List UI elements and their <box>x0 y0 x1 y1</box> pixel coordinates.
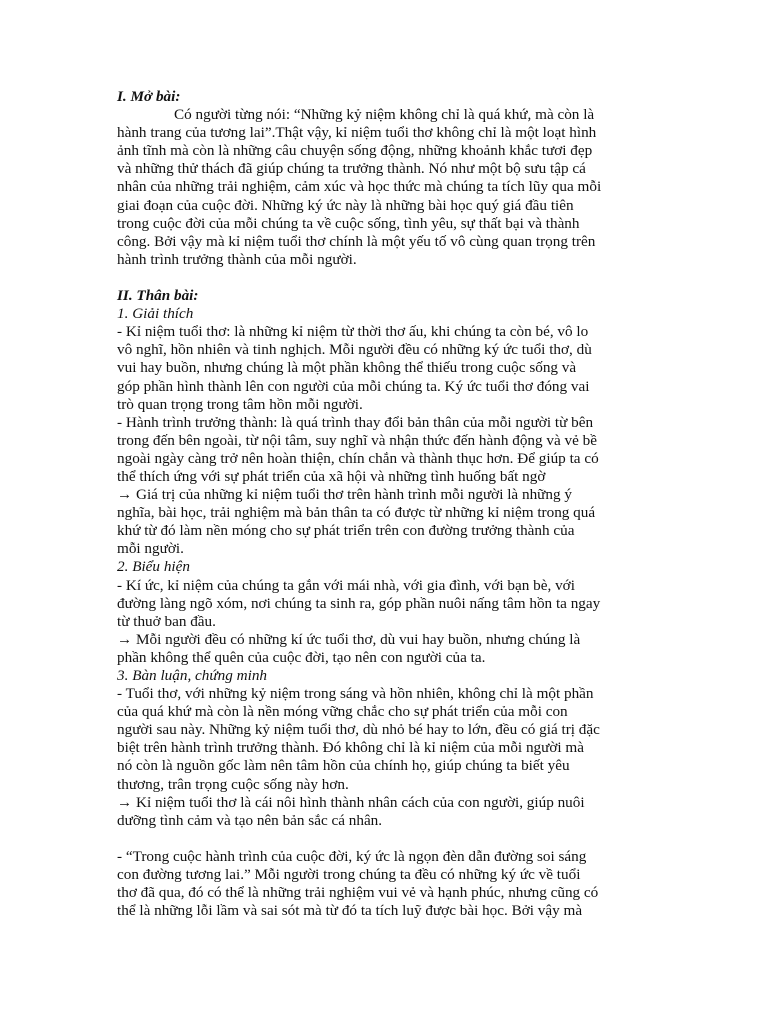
section-title-discussion: 3. Bàn luận, chứng minh <box>117 667 268 684</box>
document-page <box>117 88 647 920</box>
paragraph-memory-conclusion: → Mỗi người đều có những kí ức tuổi thơ, dù vui hay buồn, nhưng chúng là phần không thể quên của cuộc đời, tạo nên con người của ta. <box>117 630 581 666</box>
paragraph-childhood-memories: - Kỉ niệm tuổi thơ: là những kỉ niệm từ thời thơ ấu, khi chúng ta còn bé, vô lo vô nghĩ, hồn nhiên và tinh nghịch. Mỗi người đều có những ký ức tuổi thơ, dù vui hay buồn, nhưng chúng là một phần không thể thiếu trong cuộc sống và góp phần hình thành lên con người của mỗi chúng ta. Ký ức tuổi thơ đóng vai trò quan trọng trong tâm hồn mỗi người. <box>117 323 592 413</box>
body-heading: II. Thân bài: <box>117 287 199 305</box>
intro-heading: I. Mở bài: <box>117 88 181 105</box>
spacer <box>117 269 647 287</box>
paragraph-memory-home: - Kí ức, kỉ niệm của chúng ta gắn với mái nhà, với gia đình, với bạn bè, với đường làng ngõ xóm, nơi chúng ta sinh ra, góp phần nuôi nấng tâm hồn ta ngay từ thuở ban đầu. <box>117 576 601 630</box>
section-title-explanation: 1. Giải thích <box>117 305 194 323</box>
paragraph-memory-lamp-quote: - “Trong cuộc hành trình của cuộc đời, ký ức là ngọn đèn dẫn đường soi sáng con đường tương lai.” Mỗi người trong chúng ta đều có những ký ức về tuổi thơ đã qua, đó có thể là những trải nghiệm vui vẻ và hạnh phúc, nhưng cũng có thể là những lỗi lầm và sai sót mà từ đó ta tích luỹ được bài học. Bởi vậy mà <box>117 847 599 920</box>
paragraph-value-conclusion: → Giá trị của những kỉ niệm tuổi thơ trên hành trình mỗi người là những ý nghĩa, bài học, trải nghiệm mà bản thân ta có được từ những kỉ niệm trong quá khứ từ đó làm nền móng cho sự phát triển trên con đường trưởng thành của mỗi người. <box>117 486 596 558</box>
section-title-manifestation: 2. Biểu hiện <box>117 558 190 576</box>
paragraph-cradle-of-personality: → Kỉ niệm tuổi thơ là cái nôi hình thành nhân cách của con người, giúp nuôi dưỡng tình cảm và tạo nên bản sắc cá nhân. <box>117 793 585 829</box>
paragraph-growth-journey: - Hành trình trưởng thành: là quá trình thay đổi bản thân của mỗi người từ bên trong đến bên ngoài, từ nội tâm, suy nghĩ và nhận thức đến hành động và vẻ bề ngoài ngày càng trở nên hoàn thiện, chín chắn và thành thục hơn. Để giúp ta có thể thích ứng với sự phát triển của xã hội và những tình huống bất ngờ <box>117 413 599 485</box>
intro-paragraph: Có người từng nói: “Những kỷ niệm không chỉ là quá khứ, mà còn là hành trang của tương lai”.Thật vậy, kỉ niệm tuổi thơ không chỉ là một loạt hình ảnh tĩnh mà còn là những câu chuyện sống động, những khoảnh khắc tươi đẹp và những thử thách đã giúp chúng ta trưởng thành. Nó như một bộ sưu tập cá nhân của những trải nghiệm, cảm xúc và học thức mà chúng ta tích lũy qua mỗi giai đoạn của cuộc đời. Những ký ức này là những bài học quý giá đầu tiên trong cuộc đời của mỗi chúng ta về cuộc sống, tình yêu, sự thất bại và thành công. Bởi vậy mà kỉ niệm tuổi thơ chính là một yếu tố vô cùng quan trọng trên hành trình trưởng thành của mỗi người. <box>117 106 602 268</box>
paragraph-childhood-foundation: - Tuổi thơ, với những kỷ niệm trong sáng và hồn nhiên, không chỉ là một phần của quá khứ mà còn là nền móng vững chắc cho sự phát triển của mỗi con người sau này. Những kỷ niệm tuổi thơ, dù nhỏ bé hay to lớn, đều có giá trị đặc biệt trên hành trình trưởng thành. Đó không chỉ là kỉ niệm của mỗi người mà nó còn là nguồn gốc làm nên tâm hồn của chính họ, giúp chúng ta biết yêu thương, trân trọng cuộc sống này hơn. <box>117 685 600 793</box>
spacer <box>117 830 647 848</box>
